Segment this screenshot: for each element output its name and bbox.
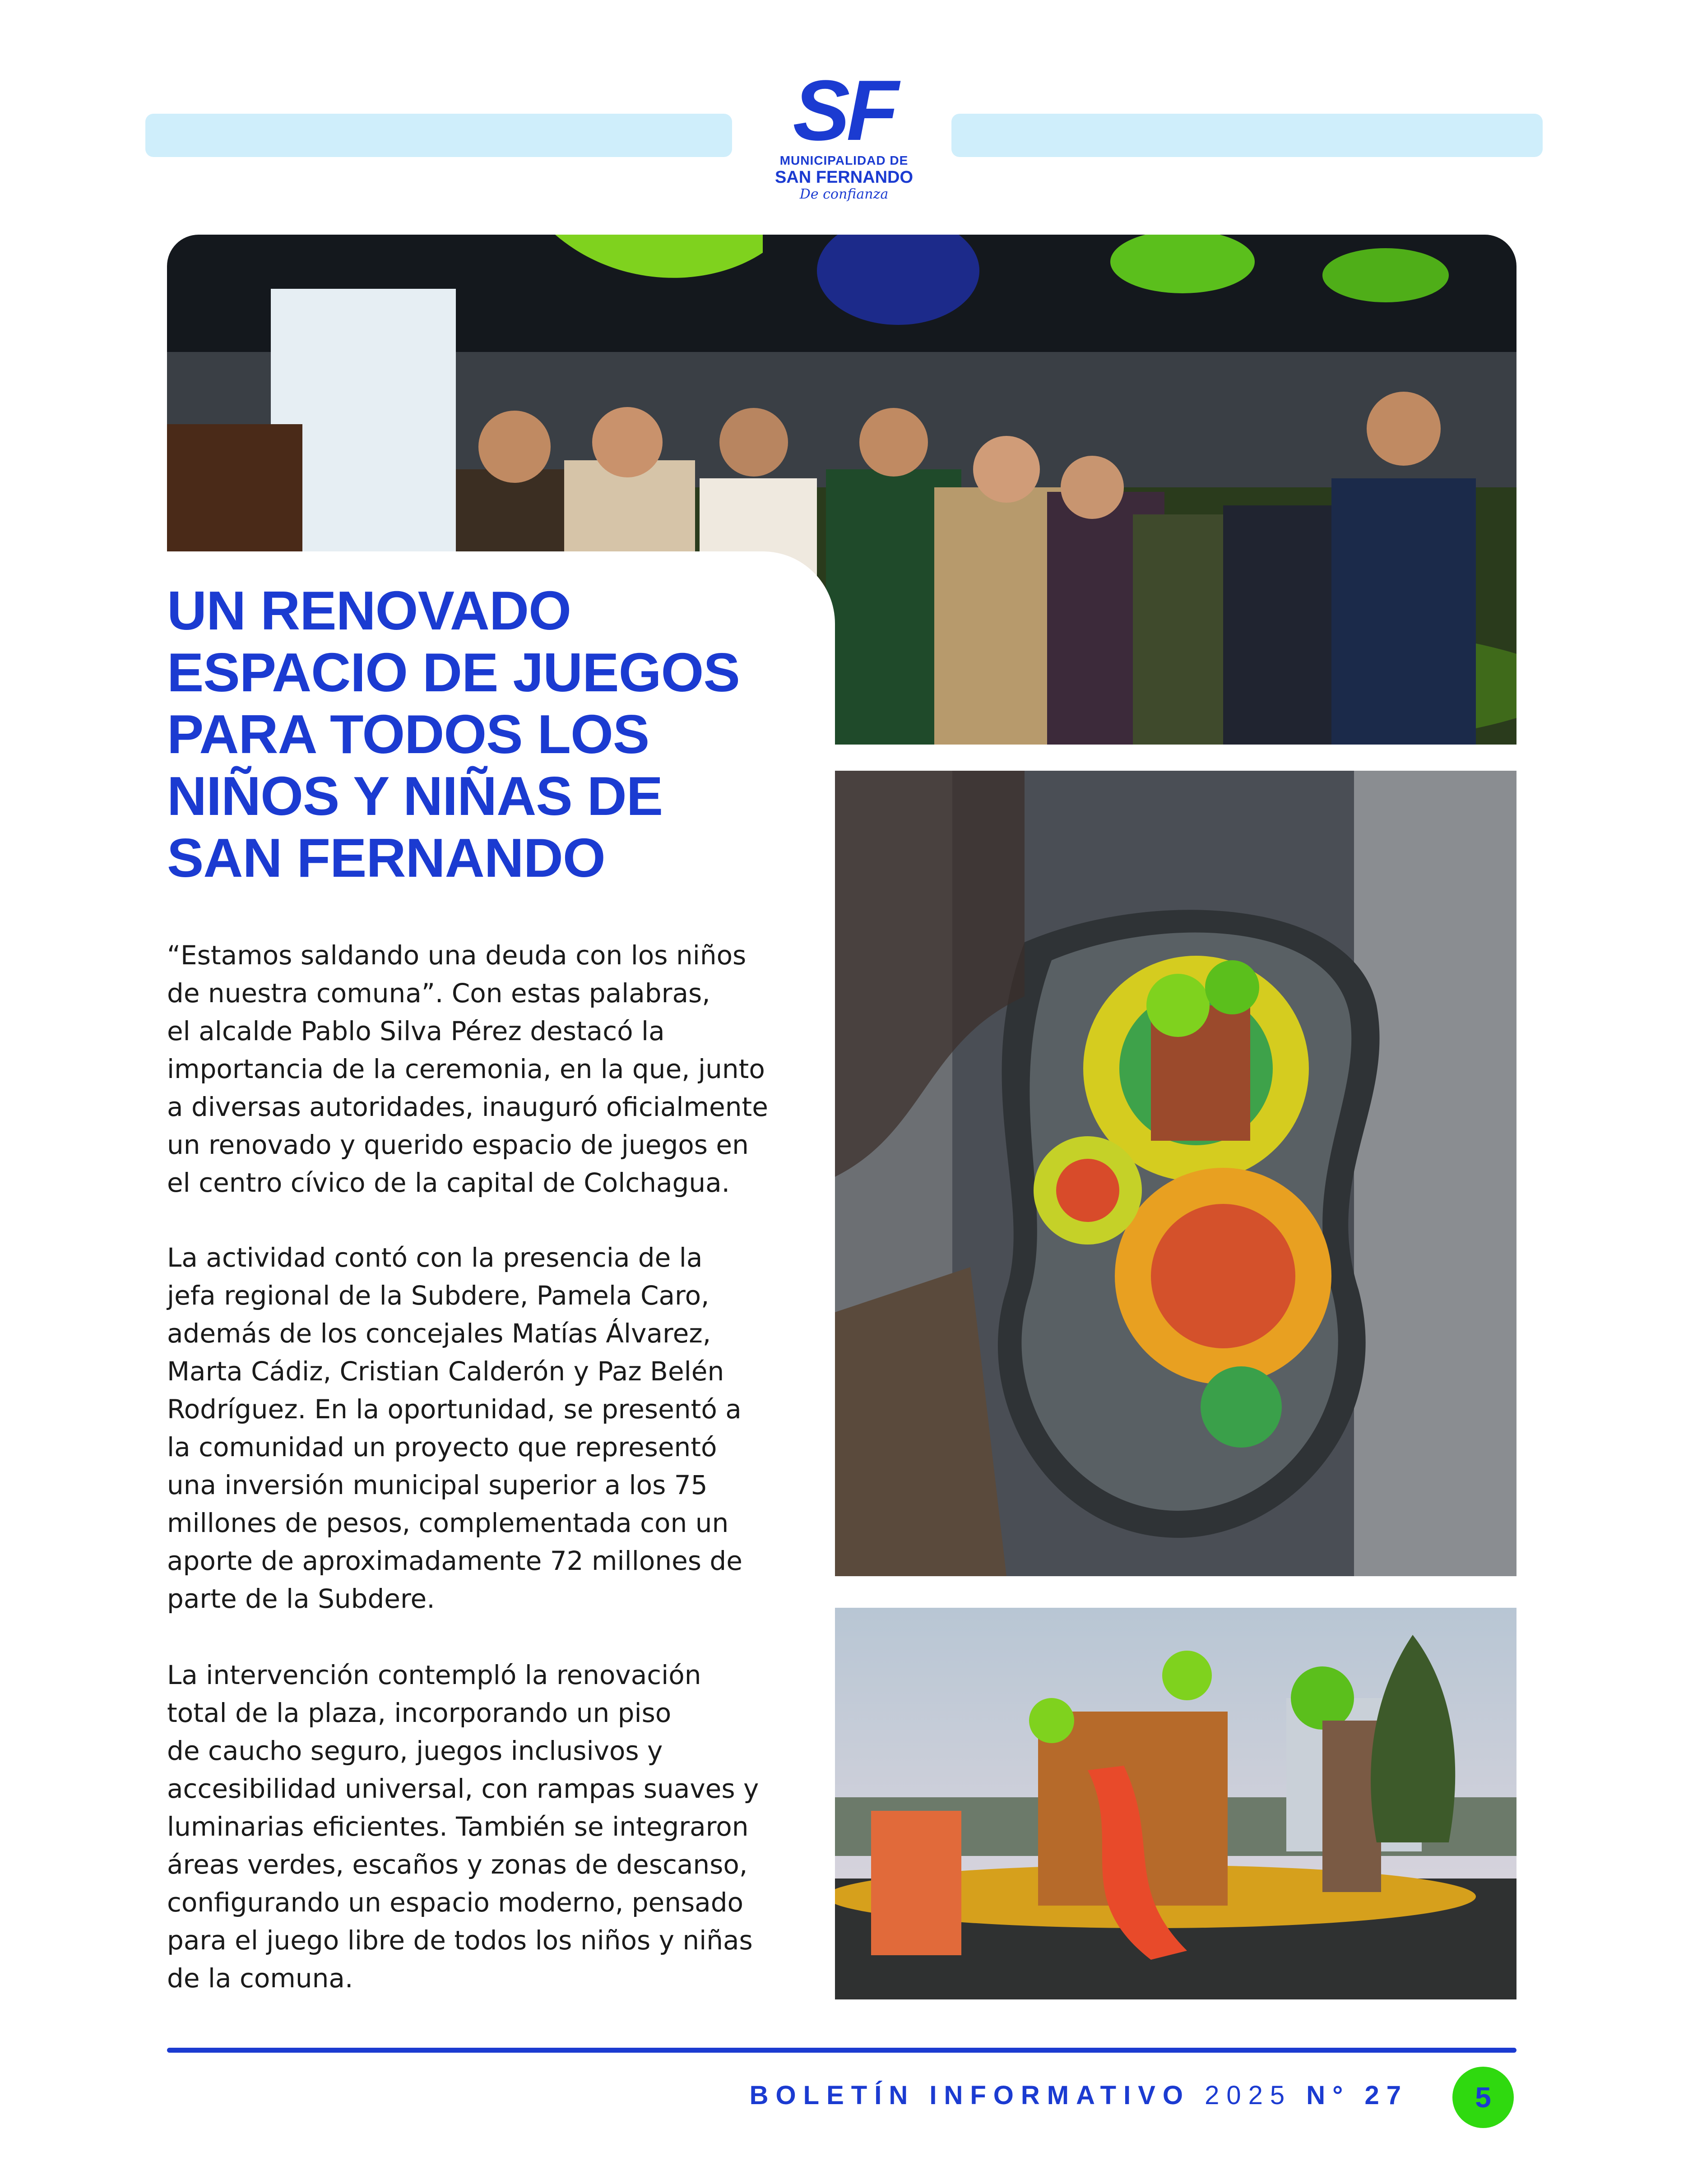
- playground-dusk-photo: [835, 1608, 1516, 1999]
- text-line: Rodríguez. En la oportunidad, se presentó a: [167, 1394, 742, 1425]
- page-number-badge: 5: [1452, 2067, 1514, 2128]
- headline-line: PARA TODOS LOS: [167, 703, 649, 765]
- paragraph-2: [167, 1239, 817, 1618]
- header-bar-left: [145, 114, 732, 157]
- text-line: aporte de aproximadamente 72 millones de: [167, 1545, 742, 1576]
- text-line: total de la plaza, incorporando un piso: [167, 1698, 672, 1728]
- headline-line: SAN FERNANDO: [167, 827, 605, 888]
- footer-divider: [167, 2048, 1516, 2053]
- text-line: a diversas autoridades, inauguró oficialmente: [167, 1092, 768, 1122]
- text-line: “Estamos saldando una deuda con los niños: [167, 940, 747, 971]
- text-line: una inversión municipal superior a los 75: [167, 1470, 708, 1500]
- text-line: configurando un espacio moderno, pensado: [167, 1887, 744, 1918]
- text-line: accesibilidad universal, con rampas suaves y: [167, 1773, 759, 1804]
- headline-line: UN RENOVADO: [167, 580, 571, 641]
- text-line: el alcalde Pablo Silva Pérez destacó la: [167, 1016, 665, 1046]
- text-line: La intervención contempló la renovación: [167, 1660, 701, 1690]
- text-line: parte de la Subdere.: [167, 1583, 435, 1614]
- header-bar-right: [951, 114, 1543, 157]
- text-line: además de los concejales Matías Álvarez,: [167, 1318, 711, 1349]
- footer-title: BOLETÍN INFORMATIVO: [749, 2081, 1190, 2110]
- text-line: luminarias eficientes. También se integraron: [167, 1811, 749, 1842]
- aerial-playground-photo: [835, 771, 1516, 1576]
- text-line: importancia de la ceremonia, en la que, junto: [167, 1054, 765, 1084]
- text-line: La actividad contó con la presencia de la: [167, 1242, 703, 1273]
- text-line: el centro cívico de la capital de Colchagua.: [167, 1167, 730, 1198]
- logo-tagline: De confianza: [799, 186, 889, 202]
- municipality-logo: [767, 63, 921, 203]
- headline-line: ESPACIO DE JUEGOS: [167, 642, 740, 703]
- text-line: de caucho seguro, juegos inclusivos y: [167, 1735, 663, 1766]
- text-line: jefa regional de la Subdere, Pamela Caro,: [167, 1280, 710, 1311]
- logo-initials: SF: [793, 63, 895, 158]
- article-headline: [167, 580, 799, 889]
- text-line: millones de pesos, complementada con un: [167, 1508, 729, 1538]
- paragraph-1: [167, 936, 817, 1202]
- headline-line: NIÑOS Y NIÑAS DE: [167, 765, 663, 827]
- footer-issue: N° 27: [1306, 2081, 1408, 2110]
- logo-line-1: MUNICIPALIDAD DE: [779, 153, 909, 167]
- footer-publication-label: [750, 2080, 1408, 2110]
- footer-year: 2025: [1205, 2081, 1292, 2110]
- text-line: un renovado y querido espacio de juegos en: [167, 1129, 749, 1160]
- text-line: la comunidad un proyecto que representó: [167, 1432, 717, 1462]
- text-line: de la comuna.: [167, 1963, 353, 1994]
- text-line: de nuestra comuna”. Con estas palabras,: [167, 978, 710, 1009]
- text-line: para el juego libre de todos los niños y niñas: [167, 1925, 753, 1956]
- logo-line-2: SAN FERNANDO: [774, 168, 914, 187]
- paragraph-3: [167, 1656, 817, 1997]
- text-line: Marta Cádiz, Cristian Calderón y Paz Belén: [167, 1356, 724, 1387]
- text-line: áreas verdes, escaños y zonas de descanso,: [167, 1849, 748, 1880]
